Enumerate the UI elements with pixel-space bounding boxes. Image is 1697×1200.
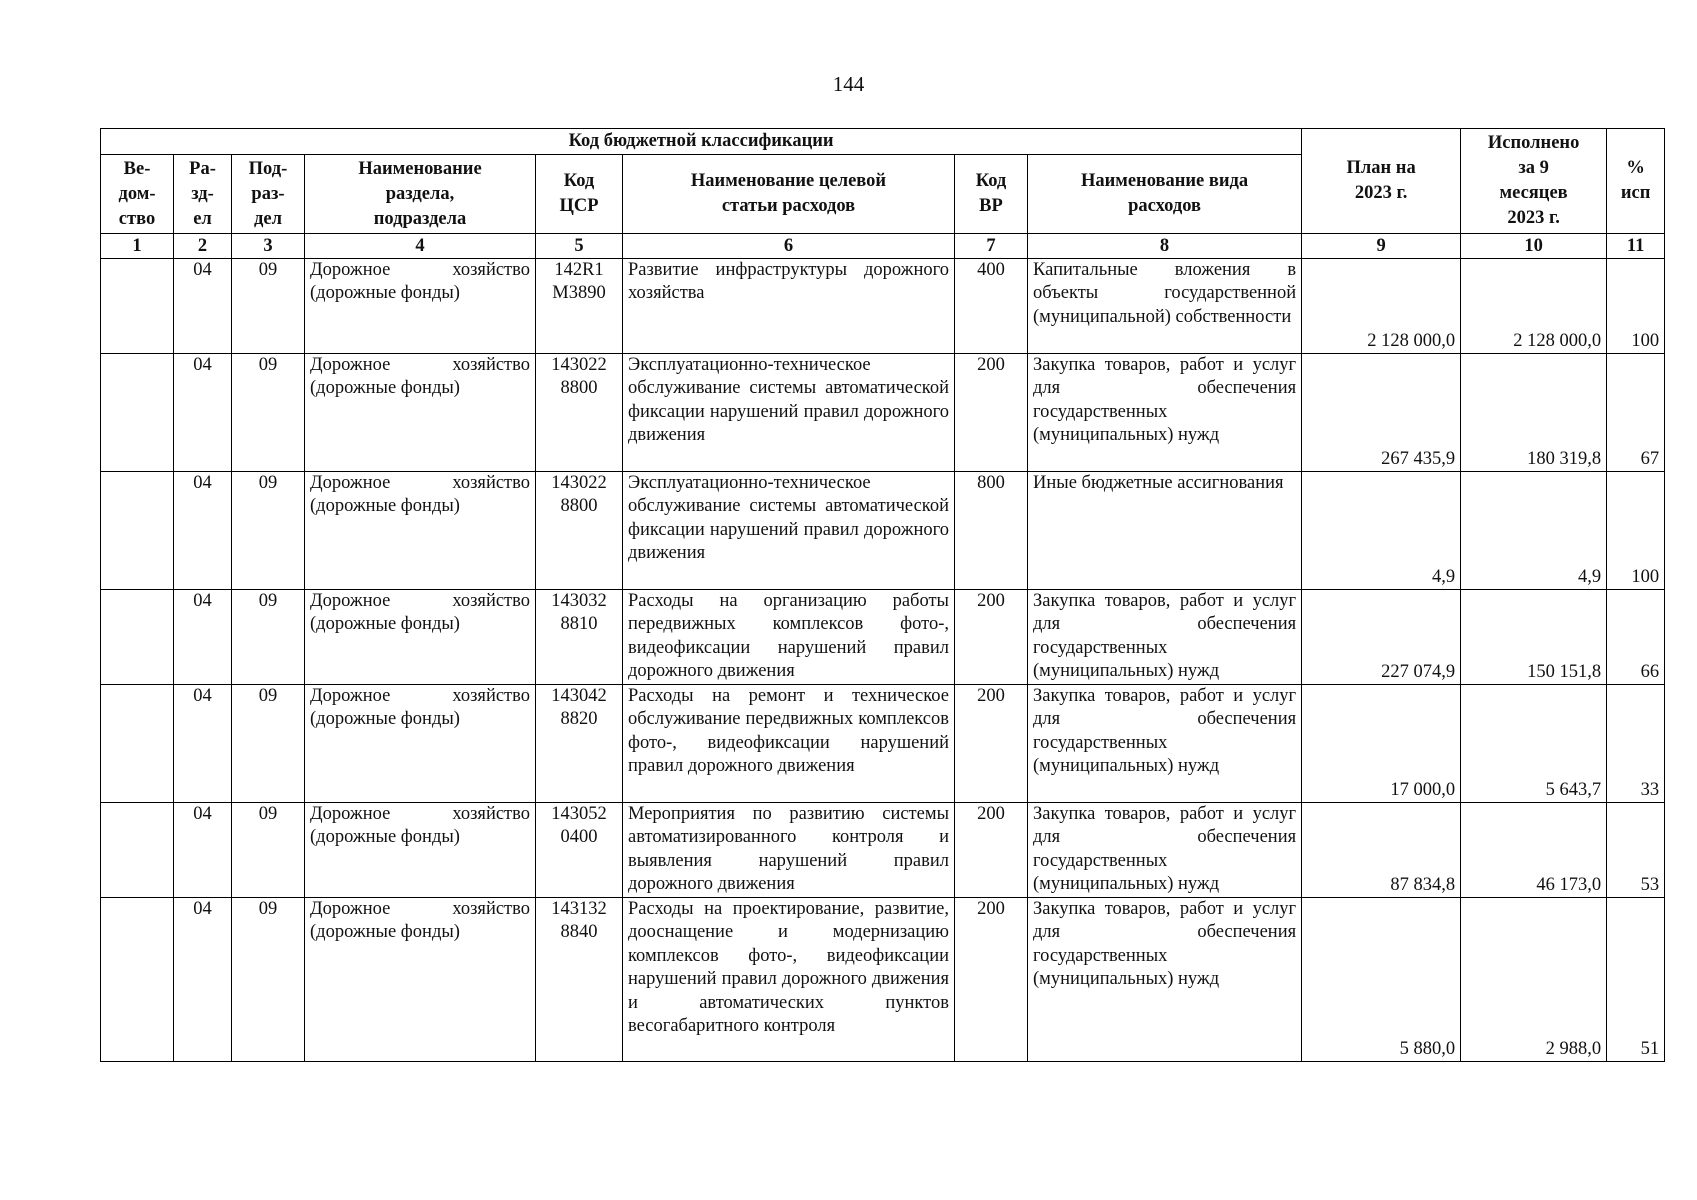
podrazdel-cell: 09 — [232, 472, 305, 590]
table-row — [101, 590, 1665, 685]
section-name-cell: Дорожное хозяйство (дорожные фонды) — [305, 354, 536, 472]
col-header: Под- раз- дел — [232, 155, 305, 234]
section-name-cell: Дорожное хозяйство (дорожные фонды) — [305, 803, 536, 898]
csr-code-cell: 143022 8800 — [536, 354, 623, 472]
plan-cell: 267 435,9 — [1302, 354, 1461, 472]
percent-cell: 53 — [1607, 803, 1665, 898]
page-number: 144 — [832, 72, 865, 96]
podrazdel-cell: 09 — [232, 803, 305, 898]
col-header: Ра- зд- ел — [174, 155, 232, 234]
col-header: Исполнено за 9 месяцев 2023 г. — [1461, 129, 1607, 234]
executed-cell: 5 643,7 — [1461, 685, 1607, 803]
col-header: План на 2023 г. — [1302, 129, 1461, 234]
razdel-cell: 04 — [174, 354, 232, 472]
razdel-cell: 04 — [174, 898, 232, 1062]
expense-type-cell: Закупка товаров, работ и услуг для обеспечения государственных (муниципальных) нужд — [1028, 354, 1302, 472]
vr-code-cell: 200 — [955, 803, 1028, 898]
plan-cell: 227 074,9 — [1302, 590, 1461, 685]
percent-cell: 33 — [1607, 685, 1665, 803]
table-row — [101, 354, 1665, 472]
col-header: Наименование раздела, подраздела — [305, 155, 536, 234]
section-name-cell: Дорожное хозяйство (дорожные фонды) — [305, 685, 536, 803]
table-body — [101, 259, 1665, 1062]
col-header: Наименование целевой статьи расходов — [623, 155, 955, 234]
percent-cell: 66 — [1607, 590, 1665, 685]
group-header: Код бюджетной классификации — [101, 129, 1302, 155]
plan-cell: 17 000,0 — [1302, 685, 1461, 803]
csr-code-cell: 143052 0400 — [536, 803, 623, 898]
section-name-cell: Дорожное хозяйство (дорожные фонды) — [305, 259, 536, 354]
plan-cell: 2 128 000,0 — [1302, 259, 1461, 354]
razdel-cell: 04 — [174, 472, 232, 590]
plan-cell: 87 834,8 — [1302, 803, 1461, 898]
col-number: 10 — [1461, 234, 1607, 259]
podrazdel-cell: 09 — [232, 898, 305, 1062]
target-name-cell: Мероприятия по развитию системы автоматизированного контроля и выявления нарушений правил дорожного движения — [623, 803, 955, 898]
col-number: 3 — [232, 234, 305, 259]
table-row — [101, 685, 1665, 803]
col-number: 4 — [305, 234, 536, 259]
expense-type-cell: Закупка товаров, работ и услуг для обеспечения государственных (муниципальных) нужд — [1028, 590, 1302, 685]
section-name-cell: Дорожное хозяйство (дорожные фонды) — [305, 590, 536, 685]
budget-table — [100, 128, 1665, 1062]
table-row — [101, 472, 1665, 590]
expense-type-cell: Закупка товаров, работ и услуг для обеспечения государственных (муниципальных) нужд — [1028, 898, 1302, 1062]
vr-code-cell: 400 — [955, 259, 1028, 354]
vedomstvo-cell — [101, 590, 174, 685]
executed-cell: 2 128 000,0 — [1461, 259, 1607, 354]
podrazdel-cell: 09 — [232, 259, 305, 354]
col-number: 11 — [1607, 234, 1665, 259]
csr-code-cell: 142R1 M3890 — [536, 259, 623, 354]
col-number: 9 — [1302, 234, 1461, 259]
target-name-cell: Эксплуатационно-техническое обслуживание системы автоматической фиксации нарушений правил дорожного движения — [623, 472, 955, 590]
vr-code-cell: 200 — [955, 685, 1028, 803]
section-name-cell: Дорожное хозяйство (дорожные фонды) — [305, 898, 536, 1062]
vedomstvo-cell — [101, 898, 174, 1062]
col-number: 2 — [174, 234, 232, 259]
csr-code-cell: 143042 8820 — [536, 685, 623, 803]
vr-code-cell: 800 — [955, 472, 1028, 590]
vedomstvo-cell — [101, 354, 174, 472]
target-name-cell: Расходы на ремонт и техническое обслуживание передвижных комплексов фото-, видеофиксации нарушений правил дорожного движения — [623, 685, 955, 803]
header-row-numbers — [101, 234, 1665, 259]
vedomstvo-cell — [101, 685, 174, 803]
podrazdel-cell: 09 — [232, 354, 305, 472]
target-name-cell: Развитие инфраструктуры дорожного хозяйства — [623, 259, 955, 354]
csr-code-cell: 143132 8840 — [536, 898, 623, 1062]
executed-cell: 150 151,8 — [1461, 590, 1607, 685]
plan-cell: 5 880,0 — [1302, 898, 1461, 1062]
col-number: 5 — [536, 234, 623, 259]
podrazdel-cell: 09 — [232, 590, 305, 685]
col-number: 7 — [955, 234, 1028, 259]
header-row-group — [101, 129, 1665, 155]
table-row — [101, 898, 1665, 1062]
expense-type-cell: Закупка товаров, работ и услуг для обеспечения государственных (муниципальных) нужд — [1028, 803, 1302, 898]
vr-code-cell: 200 — [955, 898, 1028, 1062]
target-name-cell: Расходы на организацию работы передвижных комплексов фото-, видеофиксации нарушений правил дорожного движения — [623, 590, 955, 685]
target-name-cell: Расходы на проектирование, развитие, дооснащение и модернизацию комплексов фото-, видеофиксации нарушений правил дорожного движения и автоматических пунктов весогабаритного контроля — [623, 898, 955, 1062]
expense-type-cell: Капитальные вложения в объекты государственной (муниципальной) собственности — [1028, 259, 1302, 354]
executed-cell: 46 173,0 — [1461, 803, 1607, 898]
col-number: 1 — [101, 234, 174, 259]
vedomstvo-cell — [101, 472, 174, 590]
col-header: % исп — [1607, 129, 1665, 234]
table-row — [101, 803, 1665, 898]
section-name-cell: Дорожное хозяйство (дорожные фонды) — [305, 472, 536, 590]
podrazdel-cell: 09 — [232, 685, 305, 803]
table-row — [101, 259, 1665, 354]
percent-cell: 100 — [1607, 472, 1665, 590]
executed-cell: 4,9 — [1461, 472, 1607, 590]
col-number: 6 — [623, 234, 955, 259]
vr-code-cell: 200 — [955, 354, 1028, 472]
razdel-cell: 04 — [174, 590, 232, 685]
target-name-cell: Эксплуатационно-техническое обслуживание системы автоматической фиксации нарушений правил дорожного движения — [623, 354, 955, 472]
vr-code-cell: 200 — [955, 590, 1028, 685]
razdel-cell: 04 — [174, 803, 232, 898]
percent-cell: 51 — [1607, 898, 1665, 1062]
percent-cell: 67 — [1607, 354, 1665, 472]
col-number: 8 — [1028, 234, 1302, 259]
vedomstvo-cell — [101, 803, 174, 898]
vedomstvo-cell — [101, 259, 174, 354]
col-header: Ве- дом- ство — [101, 155, 174, 234]
csr-code-cell: 143022 8800 — [536, 472, 623, 590]
plan-cell: 4,9 — [1302, 472, 1461, 590]
razdel-cell: 04 — [174, 259, 232, 354]
col-header: Наименование вида расходов — [1028, 155, 1302, 234]
expense-type-cell: Закупка товаров, работ и услуг для обеспечения государственных (муниципальных) нужд — [1028, 685, 1302, 803]
col-header: Код ВР — [955, 155, 1028, 234]
razdel-cell: 04 — [174, 685, 232, 803]
expense-type-cell: Иные бюджетные ассигнования — [1028, 472, 1302, 590]
col-header: Код ЦСР — [536, 155, 623, 234]
csr-code-cell: 143032 8810 — [536, 590, 623, 685]
executed-cell: 180 319,8 — [1461, 354, 1607, 472]
executed-cell: 2 988,0 — [1461, 898, 1607, 1062]
percent-cell: 100 — [1607, 259, 1665, 354]
